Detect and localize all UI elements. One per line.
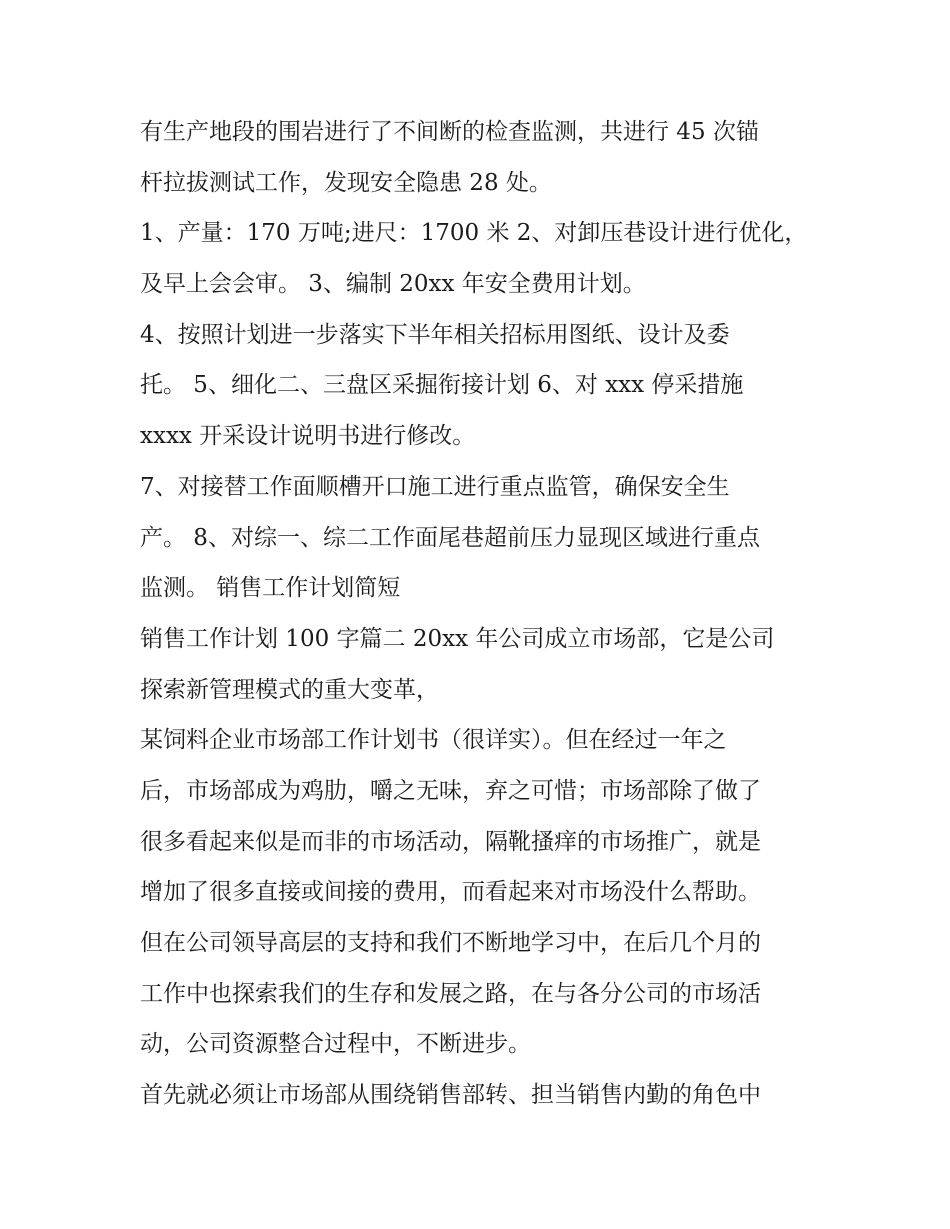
text-line: 动，公司资源整合过程中，不断进步。 <box>140 1031 531 1058</box>
text-line: 7、对接替工作面顺槽开口施工进行重点监管，确保安全生 <box>140 473 730 500</box>
text-line: 探索新管理模式的重大变革， <box>140 676 439 703</box>
paragraph-4 <box>140 462 820 614</box>
paragraph-5 <box>140 614 820 715</box>
text-line: 后，市场部成为鸡肋，嚼之无味，弃之可惜；市场部除了做了 <box>140 777 761 804</box>
text-line: 但在公司领导高层的支持和我们不断地学习中，在后几个月的 <box>140 930 761 956</box>
text-line: 增加了很多直接或间接的费用，而看起来对市场没什么帮助。 <box>140 879 761 906</box>
text-line: 1、产量：170 万吨;进尺：1700 米 2、对卸压巷设计进行优化， <box>140 220 808 247</box>
text-line: 4、按照计划进一步落实下半年相关招标用图纸、设计及委 <box>140 321 730 348</box>
text-line: 工作中也探索我们的生存和发展之路，在与各分公司的市场活 <box>140 980 761 1007</box>
text-line: xxxx 开采设计说明书进行修改。 <box>140 423 476 450</box>
text-line: 销售工作计划 100 字篇二 20xx 年公司成立市场部，它是公司 <box>140 625 775 652</box>
text-line: 有生产地段的围岩进行了不间断的检查监测，共进行 45 次锚 <box>140 119 759 145</box>
document-body <box>140 107 820 1121</box>
text-line: 很多看起来似是而非的市场活动，隔靴搔痒的市场推广，就是 <box>140 828 761 855</box>
paragraph-7 <box>140 1070 820 1121</box>
text-line: 首先就必须让市场部从围绕销售部转、担当销售内勤的角色中 <box>140 1082 761 1109</box>
paragraph-2 <box>140 208 820 309</box>
paragraph-6 <box>140 715 820 1070</box>
text-line: 某饲料企业市场部工作计划书（很详实）。但在经过一年之 <box>140 727 727 754</box>
text-line: 监测。 销售工作计划简短 <box>140 575 401 602</box>
text-line: 杆拉拔测试工作，发现安全隐患 28 处。 <box>140 169 552 196</box>
text-line: 产。 8、对综一、综二工作面尾巷超前压力显现区域进行重点 <box>140 524 760 551</box>
text-line: 及早上会会审。 3、编制 20xx 年安全费用计划。 <box>140 271 646 298</box>
paragraph-1 <box>140 107 820 208</box>
text-line: 托。 5、细化二、三盘区采掘衔接计划 6、对 xxx 停采措施 <box>140 372 744 399</box>
paragraph-3 <box>140 310 820 462</box>
